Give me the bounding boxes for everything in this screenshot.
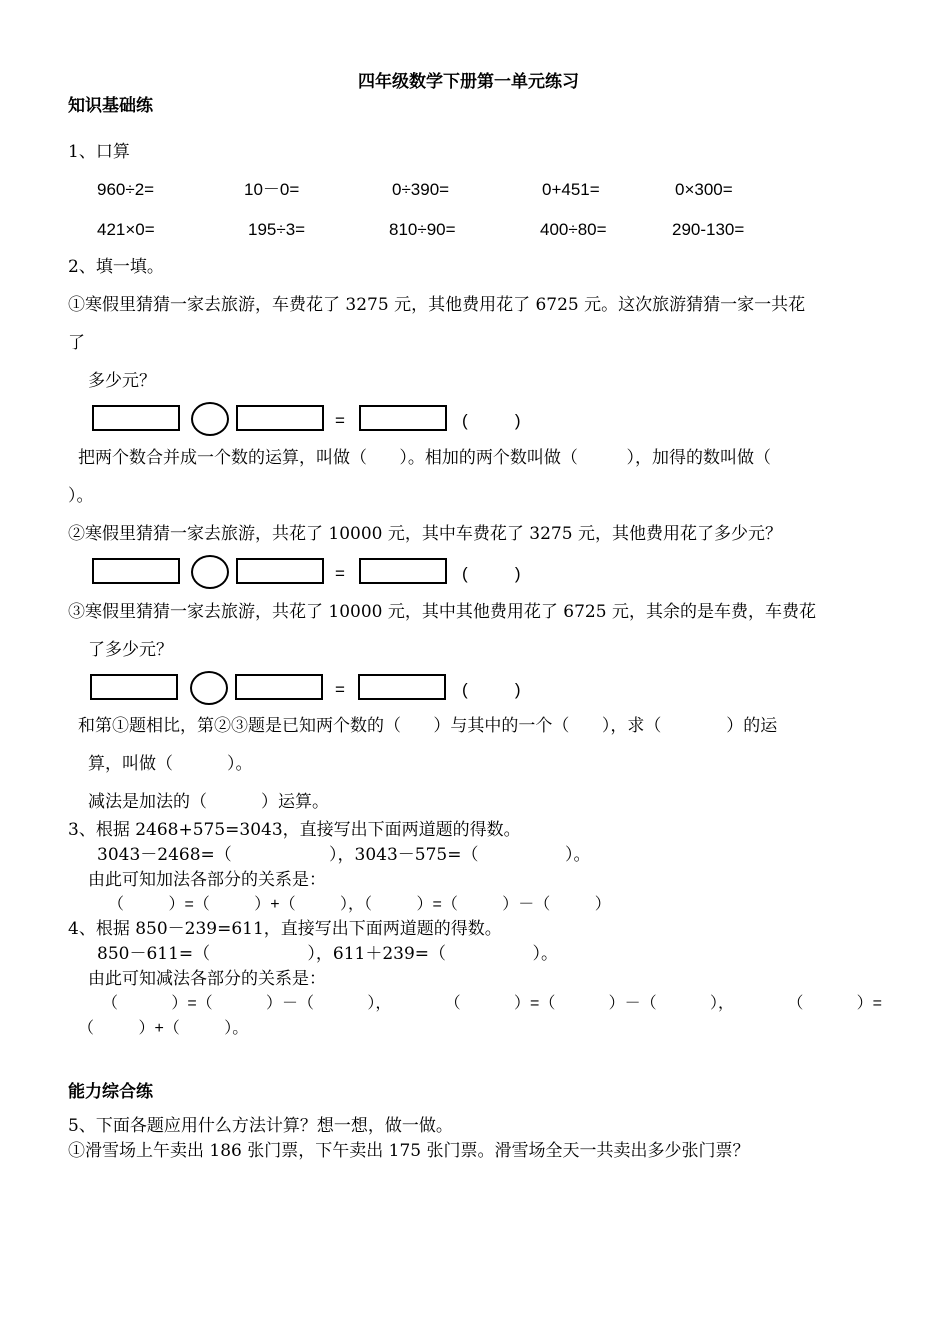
answer-box[interactable]: [236, 558, 324, 584]
q1-item: 810÷90=: [389, 220, 456, 239]
section-heading-basic: 知识基础练: [68, 96, 153, 116]
q2-label: 2、填一填。: [68, 257, 164, 277]
equals-sign: =: [335, 680, 345, 699]
blank-part: （: [102, 995, 119, 1012]
unit-paren[interactable]: ( ): [462, 411, 521, 430]
q1-item: 0×300=: [675, 180, 733, 199]
q4-text: 4、根据 850－239=611，直接写出下面两道题的得数。: [68, 919, 502, 939]
equals-sign: =: [335, 411, 345, 430]
q1-item: 960÷2=: [97, 180, 155, 199]
q5-part1-text: ①滑雪场上午卖出 186 张门票，下午卖出 175 张门票。滑雪场全天一共卖出多少张门票？: [68, 1141, 750, 1161]
blank-part: ）－（: [266, 995, 315, 1012]
blank-part: ）=（: [513, 995, 556, 1012]
answer-box[interactable]: [90, 674, 178, 700]
equals-sign: =: [335, 564, 345, 583]
answer-box[interactable]: [235, 674, 323, 700]
fill-definition-subtraction-cont: 算，叫做（ ）。: [88, 754, 253, 774]
answer-box[interactable]: [236, 405, 324, 431]
q4-relation-blanks: [102, 996, 882, 1012]
blank-part: ），: [367, 995, 392, 1012]
q1-item: 0÷390=: [392, 180, 450, 199]
q1-item: 290-130=: [672, 220, 745, 239]
q2-part3-text-cont: 了多少元？: [88, 640, 173, 660]
q2-part1-question: 多少元？: [88, 371, 156, 391]
q5-text: 5、下面各题应用什么方法计算？想一想，做一做。: [68, 1116, 453, 1136]
blank-part: （: [787, 995, 804, 1012]
blank-part: （: [444, 995, 461, 1012]
q3-relation-intro: 由此可知加法各部分的关系是：: [88, 870, 326, 890]
q1-item: 421×0=: [97, 220, 155, 239]
answer-box[interactable]: [92, 558, 180, 584]
blank-part: ）=: [856, 995, 882, 1012]
q4-answers: 850－611=（ ），611＋239=（ ）。: [97, 944, 559, 964]
unit-paren[interactable]: ( ): [462, 564, 521, 583]
fill-inverse-operation: 减法是加法的（ ）运算。: [88, 792, 330, 812]
blank-part: ）－（: [608, 995, 657, 1012]
q1-item: 195÷3=: [248, 220, 306, 239]
q4-relation-intro: 由此可知减法各部分的关系是：: [88, 969, 326, 989]
answer-box[interactable]: [358, 674, 446, 700]
q2-part2-text: ②寒假里猜猜一家去旅游，共花了 10000 元，其中车费花了 3275 元，其他费用花了多少元？: [68, 524, 782, 544]
q2-part1-text-cont: 了: [68, 333, 85, 353]
q4-relation-blanks-cont: （ ）+（ ）。: [78, 1020, 249, 1037]
unit-paren[interactable]: ( ): [462, 680, 521, 699]
q3-text: 3、根据 2468+575=3043，直接写出下面两道题的得数。: [68, 820, 521, 840]
operator-circle[interactable]: [190, 671, 228, 705]
q1-item: 0+451=: [542, 180, 600, 199]
page-title: 四年级数学下册第一单元练习: [358, 72, 579, 92]
answer-box[interactable]: [92, 405, 180, 431]
q2-part3-text: ③寒假里猜猜一家去旅游，共花了 10000 元，其中其他费用花了 6725 元，其余的是车费，车费花: [68, 602, 816, 622]
q2-part1-text: ①寒假里猜猜一家去旅游，车费花了 3275 元，其他费用花了 6725 元。这次旅游猜猜一家一共花: [68, 295, 806, 315]
q3-answers: 3043－2468=（ ），3043－575=（ ）。: [97, 845, 591, 865]
section-heading-advanced: 能力综合练: [68, 1082, 153, 1102]
q1-item: 400÷80=: [540, 220, 607, 239]
answer-box[interactable]: [359, 558, 447, 584]
fill-definition-addition-cont: ）。: [68, 486, 94, 506]
operator-circle[interactable]: [191, 555, 229, 589]
blank-part: ）=（: [171, 995, 213, 1012]
q1-label: 1、口算: [68, 142, 130, 162]
q1-item: 10－0=: [244, 180, 300, 199]
fill-definition-subtraction: 和第①题相比，第②③题是已知两个数的（ ）与其中的一个（ ），求（ ）的运: [78, 716, 778, 736]
operator-circle[interactable]: [191, 402, 229, 436]
q3-relation-blanks: （ ）=（ ）+（ ），（ ）=（ ）－（ ）: [108, 896, 611, 913]
answer-box[interactable]: [359, 405, 447, 431]
fill-definition-addition: 把两个数合并成一个数的运算，叫做（ ）。相加的两个数叫做（ ），加得的数叫做（: [78, 448, 772, 468]
blank-part: ），: [709, 995, 734, 1012]
